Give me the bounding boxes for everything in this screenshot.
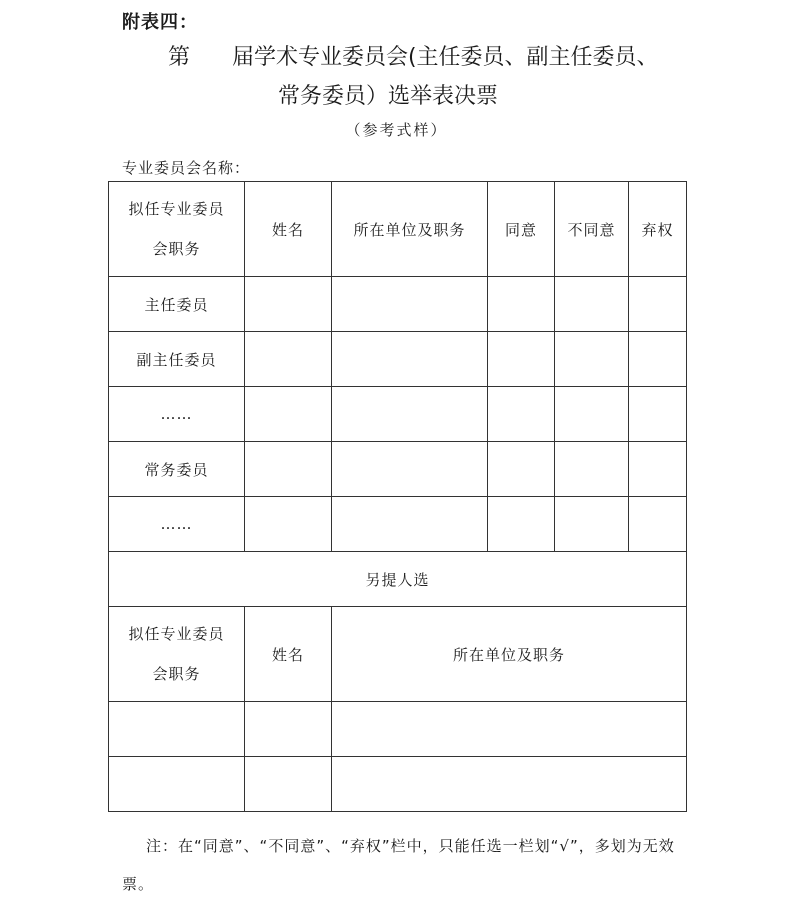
candidate-position-cell[interactable]	[109, 757, 245, 812]
table-row	[109, 332, 687, 387]
header2-position	[109, 607, 245, 702]
header2-position-line2: 会职务	[152, 665, 201, 683]
header-row	[109, 182, 687, 277]
name-cell[interactable]	[245, 497, 332, 552]
appendix-label: 附表四：	[122, 12, 198, 33]
header-agree: 同意	[488, 182, 555, 277]
subtitle: （参考式样）	[345, 121, 448, 139]
name-cell[interactable]	[245, 442, 332, 497]
unit-cell[interactable]	[332, 387, 488, 442]
name-cell[interactable]	[245, 387, 332, 442]
unit-cell[interactable]	[332, 442, 488, 497]
unit-cell[interactable]	[332, 332, 488, 387]
agree-cell[interactable]	[488, 442, 555, 497]
position-cell: 常务委员	[109, 442, 245, 497]
agree-cell[interactable]	[488, 497, 555, 552]
disagree-cell[interactable]	[555, 442, 629, 497]
table-row	[109, 277, 687, 332]
other-candidates-label: 另提人选	[109, 552, 687, 607]
candidate-name-cell[interactable]	[245, 702, 332, 757]
header2-unit: 所在单位及职务	[332, 607, 687, 702]
abstain-cell[interactable]	[629, 497, 687, 552]
name-cell[interactable]	[245, 277, 332, 332]
position-cell: ……	[109, 387, 245, 442]
header-position-line1: 拟任专业委员	[128, 200, 225, 218]
abstain-cell[interactable]	[629, 387, 687, 442]
header-position	[109, 182, 245, 277]
title-line-1: 第 届学术专业委员会(主任委员、副主任委员、	[168, 45, 659, 70]
position-cell: ……	[109, 497, 245, 552]
disagree-cell[interactable]	[555, 277, 629, 332]
candidate-row	[109, 702, 687, 757]
header2-name: 姓名	[245, 607, 332, 702]
table-row	[109, 442, 687, 497]
position-cell: 主任委员	[109, 277, 245, 332]
header-abstain: 弃权	[629, 182, 687, 277]
abstain-cell[interactable]	[629, 332, 687, 387]
disagree-cell[interactable]	[555, 497, 629, 552]
candidate-unit-cell[interactable]	[332, 757, 687, 812]
agree-cell[interactable]	[488, 332, 555, 387]
table-row	[109, 387, 687, 442]
header-position-line2: 会职务	[152, 240, 201, 258]
position-cell: 副主任委员	[109, 332, 245, 387]
candidate-row	[109, 757, 687, 812]
agree-cell[interactable]	[488, 277, 555, 332]
title-line-2: 常务委员）选举表决票	[278, 84, 499, 109]
header-row-2	[109, 607, 687, 702]
ballot-table	[108, 181, 687, 812]
candidate-unit-cell[interactable]	[332, 702, 687, 757]
abstain-cell[interactable]	[629, 442, 687, 497]
candidate-name-cell[interactable]	[245, 757, 332, 812]
ballot-note: 注：在“同意”、“不同意”、“弃权”栏中，只能任选一栏划“√”，多划为无效票。	[122, 837, 675, 893]
candidate-position-cell[interactable]	[109, 702, 245, 757]
committee-name-label: 专业委员会名称：	[122, 159, 251, 177]
other-candidates-row	[109, 552, 687, 607]
header-unit: 所在单位及职务	[332, 182, 488, 277]
name-cell[interactable]	[245, 332, 332, 387]
table-row	[109, 497, 687, 552]
disagree-cell[interactable]	[555, 332, 629, 387]
unit-cell[interactable]	[332, 277, 488, 332]
disagree-cell[interactable]	[555, 387, 629, 442]
unit-cell[interactable]	[332, 497, 488, 552]
header-disagree: 不同意	[555, 182, 629, 277]
header2-position-line1: 拟任专业委员	[128, 625, 225, 643]
agree-cell[interactable]	[488, 387, 555, 442]
abstain-cell[interactable]	[629, 277, 687, 332]
header-name: 姓名	[245, 182, 332, 277]
